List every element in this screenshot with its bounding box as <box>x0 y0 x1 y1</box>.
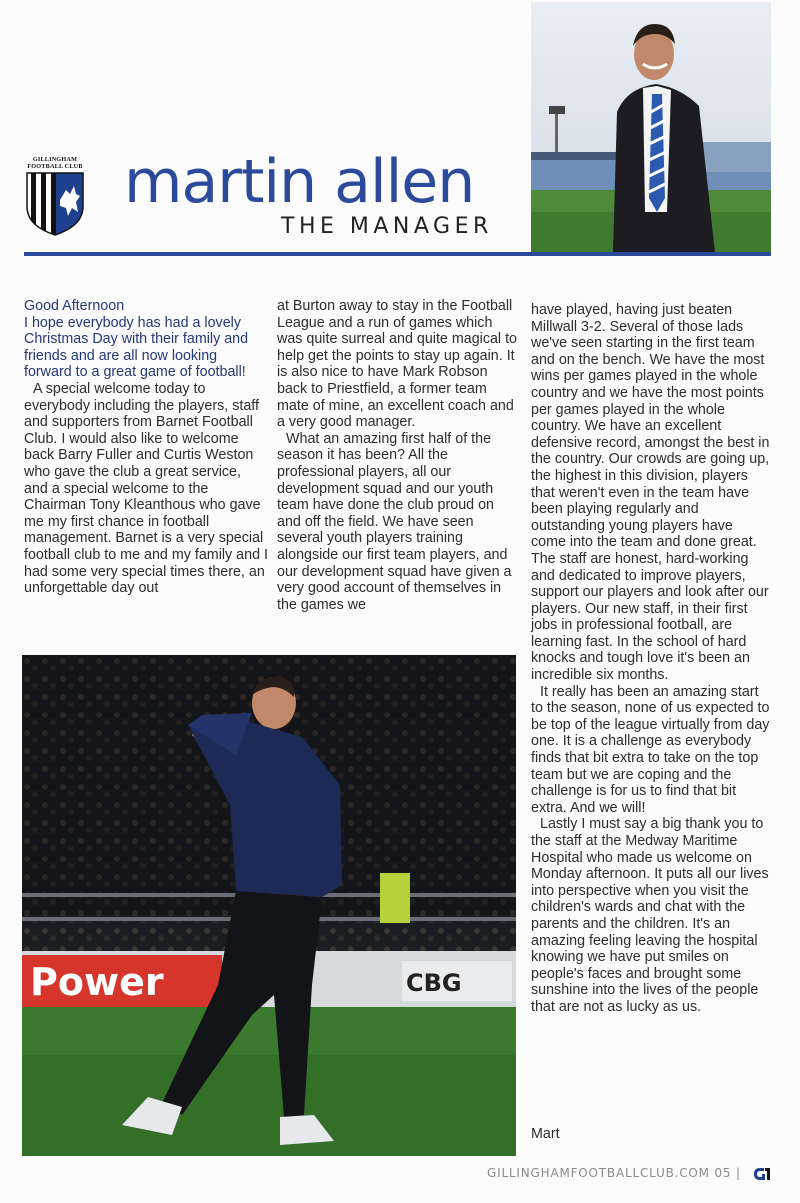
paragraph: Lastly I must say a big thank you to the staff at the Medway Maritime Hospital who made us welcome on Monday afternoon. It puts all our lives into perspective when you visit the children's wards and chat with the parents and the children. It's an amazing feeling leaving the hospital knowing we have put smiles on people's faces and brought some sunshine into the lives of the people that are not as lucky as us. <box>531 816 769 1015</box>
article-column-2 <box>277 298 521 613</box>
title-divider <box>24 252 771 256</box>
manager-celebration-photo <box>22 655 516 1156</box>
article-column-3-signoff <box>531 1126 771 1143</box>
paragraph: A special welcome today to everybody including the players, staff and supporters from Barnet Football Club. I would also like to welcome back Barry Fuller and Curtis Weston who gave the club a great service, and a special welcome to the Chairman Tony Kleanthous who gave me my first chance in football management. Barnet is a very special football club to me and my family and I had some very special times there, an unforgettable day out <box>24 380 268 597</box>
shield-icon <box>26 172 84 236</box>
paragraph: It really has been an amazing start to the season, none of us expected to be top of the league virtually from day one. It is a challenge as everybody finds that bit extra to take on the top team but we are coping and the challenge is for us to find that bit extra. And we will! <box>531 683 770 816</box>
paragraph: What an amazing first half of the season it has been? All the professional players, all our development squad and our youth team have done the club proud on and off the field. We have seen several youth players training alongside our first team players, and our development squad have given a very good account of themselves in the games we <box>277 430 512 613</box>
page-title: martin allen <box>124 147 475 217</box>
page-number: 05 <box>714 1166 732 1180</box>
paragraph: have played, having just beaten Millwall 3-2. Several of those lads we've seen starting in the first team and on the bench. We have the most wins per games played in the whole country and we have the most points per games played in the whole country. We have an excellent defensive record, amongst the best in the country. Our crowds are going up, the highest in this division, players that weren't even in the team have been playing regularly and outstanding young players have come into the team and done great. The staff are honest, hard-working and dedicated to improve players, support our players and look after our players. Our new staff, in their first jobs in professional football, are learning fast. In the school of hard knocks and tough love it's been an incredible six months. <box>531 302 770 684</box>
paragraph: at Burton away to stay in the Football League and a run of games which was quite surreal and quite magical to help get the points to stay up again. It is also nice to have Mark Robson back to Priestfield, a former team mate of mine, an excellent coach and a very good manager. <box>277 298 518 431</box>
club-crest <box>24 156 86 236</box>
club-monogram-icon <box>752 1166 772 1182</box>
page-footer: GILLINGHAMFOOTBALLCLUB.COM 05 | <box>487 1166 741 1180</box>
article-column-1 <box>24 298 268 597</box>
ad-board-text: Power <box>30 960 164 1004</box>
article-column-3 <box>531 302 771 1016</box>
intro-paragraph: I hope everybody has had a lovely Christmas Day with their family and friends and are all now looking forward to a great game of football! <box>24 314 249 381</box>
crest-club-name: GILLINGHAM FOOTBALL CLUB <box>27 156 83 170</box>
manager-portrait-photo <box>531 2 771 253</box>
greeting: Good Afternoon <box>24 298 125 314</box>
signoff: Mart <box>531 1126 560 1142</box>
footer-site: GILLINGHAMFOOTBALLCLUB.COM <box>487 1166 710 1180</box>
page-subtitle: THE MANAGER <box>281 214 493 239</box>
ad-board-text-2: CBG <box>406 969 462 997</box>
